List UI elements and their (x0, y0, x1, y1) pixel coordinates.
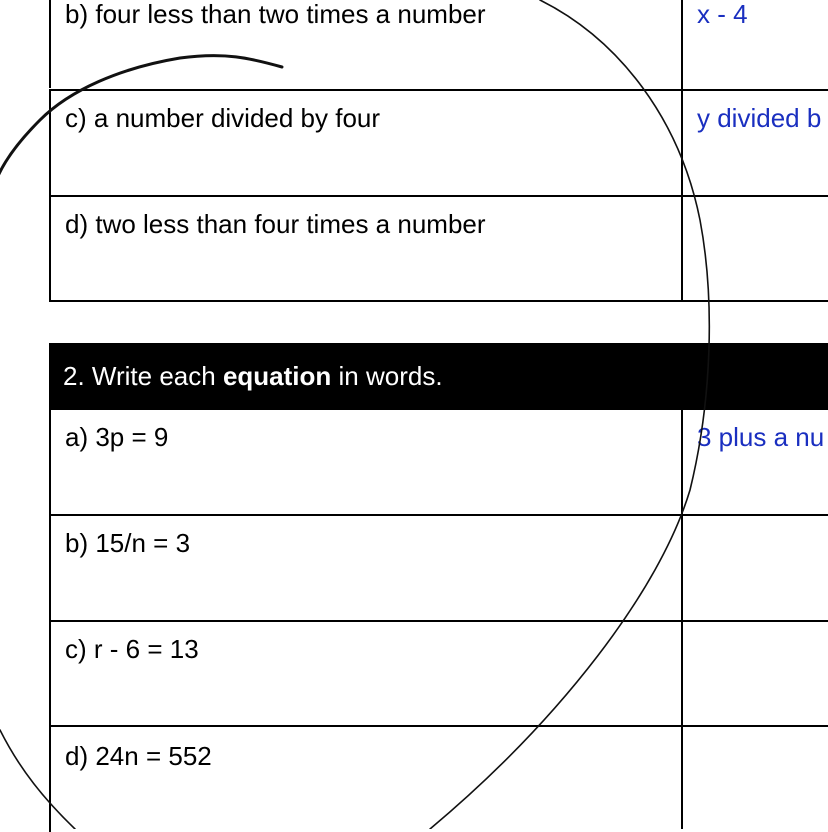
table-row-s1-c (49, 91, 828, 196)
table-row-s2-a (49, 410, 828, 515)
table-row-s2-c (49, 622, 828, 727)
table-row-s2-d (49, 727, 828, 832)
section-title: 2. Write each equation in words. (63, 361, 443, 391)
answer-text[interactable]: x - 4 (697, 0, 748, 29)
prompt-text: b) 15/n = 3 (65, 528, 191, 558)
prompt-text: a) 3p = 9 (65, 422, 169, 452)
section-header (49, 343, 828, 410)
answer-text[interactable]: 3 plus a nu (697, 422, 825, 452)
prompt-text: d) 24n = 552 (65, 741, 212, 771)
table-row-s1-d (49, 197, 828, 302)
answer-text[interactable]: y divided b (697, 103, 822, 133)
table-row-s1-b (49, 0, 828, 88)
prompt-text: c) r - 6 = 13 (65, 634, 199, 664)
prompt-text: c) a number divided by four (65, 103, 381, 133)
table-bottom-border (49, 300, 828, 302)
column-divider (681, 410, 683, 829)
column-divider (681, 0, 683, 302)
prompt-text: d) two less than four times a number (65, 209, 486, 239)
table-row-s2-b (49, 516, 828, 621)
prompt-text: b) four less than two times a number (65, 0, 486, 29)
